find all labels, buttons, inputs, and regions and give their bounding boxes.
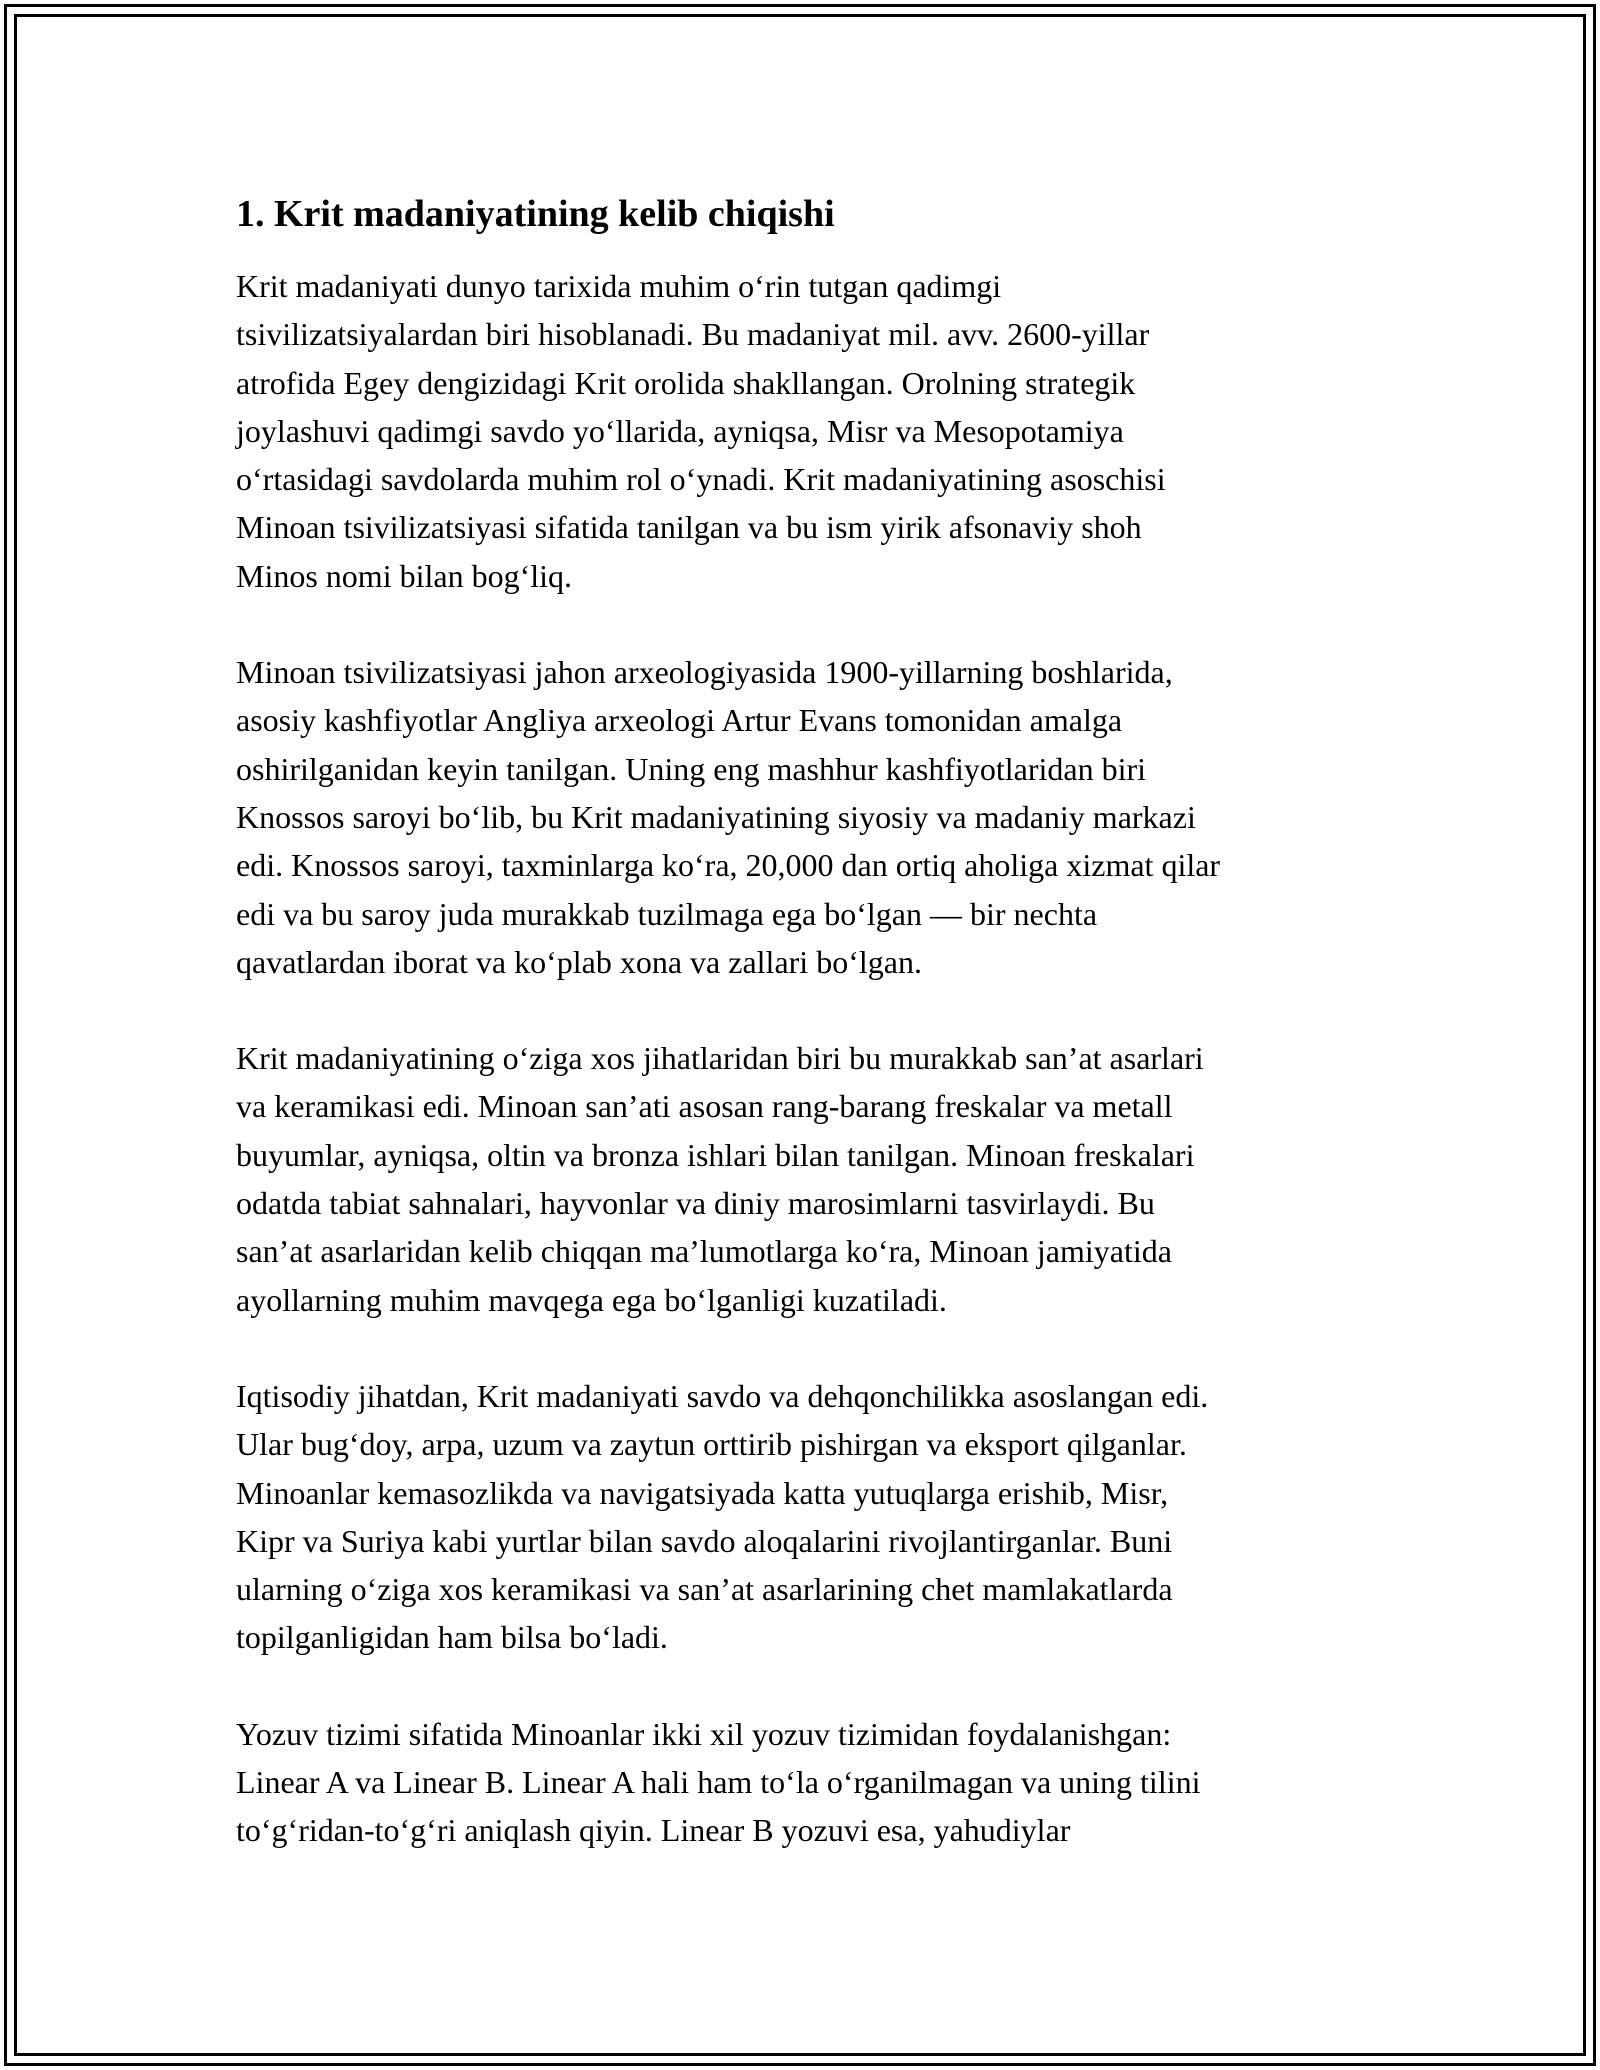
text-line: to‘g‘ridan-to‘g‘ri aniqlash qiyin. Linear B yozuvi esa, yahudiylar — [236, 1812, 1071, 1849]
text-line: qavatlardan iborat va ko‘plab xona va zallari bo‘lgan. — [236, 943, 922, 980]
text-line: Yozuv tizimi sifatida Minoanlar ikki xil yozuv tizimidan foydalanishgan: — [236, 1715, 1172, 1752]
text-line: Minoan tsivilizatsiyasi sifatida tanilgan va bu ism yirik afsonaviy shoh — [236, 509, 1142, 546]
text-line: ayollarning muhim mavqega ega bo‘lganligi kuzatiladi. — [236, 1281, 947, 1318]
text-line: odatda tabiat sahnalari, hayvonlar va diniy marosimlarni tasvirlaydi. Bu — [236, 1185, 1155, 1222]
text-line: atrofida Egey dengizidagi Krit orolida shakllangan. Orolning strategik — [236, 364, 1136, 401]
text-line: o‘rtasidagi savdolarda muhim rol o‘ynadi. Krit madaniyatining asoschisi — [236, 461, 1166, 498]
text-line: Iqtisodiy jihatdan, Krit madaniyati savdo va dehqonchilikka asoslangan edi. — [236, 1377, 1209, 1414]
text-line: oshirilganidan keyin tanilgan. Uning eng mashhur kashfiyotlaridan biri — [236, 750, 1147, 787]
text-line: Krit madaniyatining o‘ziga xos jihatlaridan biri bu murakkab san’at asarlari — [236, 1040, 1204, 1077]
text-line: Krit madaniyati dunyo tarixida muhim o‘rin tutgan qadimgi — [236, 268, 1002, 304]
paragraph-economy — [236, 1372, 1366, 1662]
text-line: asosiy kashfiyotlar Angliya arxeologi Artur Evans tomonidan amalga — [236, 702, 1123, 739]
text-line: Minos nomi bilan bog‘liq. — [236, 557, 572, 594]
text-line: joylashuvi qadimgi savdo yo‘llarida, ayniqsa, Misr va Mesopotamiya — [236, 412, 1124, 449]
section-heading: 1. Krit madaniyatining kelib chiqishi — [236, 193, 835, 235]
text-line: tsivilizatsiyalardan biri hisoblanadi. Bu madaniyat mil. avv. 2600-yillar — [236, 316, 1150, 353]
text-line: edi va bu saroy juda murakkab tuzilmaga ega bo‘lgan — bir nechta — [236, 895, 1098, 932]
text-line: Minoan tsivilizatsiyasi jahon arxeologiyasida 1900-yillarning boshlarida, — [236, 654, 1173, 691]
text-line: Knossos saroyi bo‘lib, bu Krit madaniyatining siyosiy va madaniy markazi — [236, 798, 1196, 835]
text-line: Ular bug‘doy, arpa, uzum va zaytun orttirib pishirgan va eksport qilganlar. — [236, 1426, 1187, 1463]
text-line: buyumlar, ayniqsa, oltin va bronza ishlari bilan tanilgan. Minoan freskalari — [236, 1136, 1195, 1173]
text-line: va keramikasi edi. Minoan san’ati asosan rang-barang freskalar va metall — [236, 1088, 1173, 1125]
text-line: Linear A va Linear B. Linear A hali ham to‘la o‘rganilmagan va uning tilini — [236, 1764, 1201, 1801]
text-line: ularning o‘ziga xos keramikasi va san’at asarlarining chet mamlakatlarda — [236, 1571, 1173, 1608]
document-body — [236, 188, 1366, 1903]
paragraph-writing — [236, 1710, 1366, 1855]
text-line: edi. Knossos saroyi, taxminlarga ko‘ra, 20,000 dan ortiq aholiga xizmat qilar — [236, 847, 1221, 884]
paragraph-art — [236, 1034, 1366, 1324]
text-line: san’at asarlaridan kelib chiqqan ma’lumotlarga ko‘ra, Minoan jamiyatida — [236, 1233, 1172, 1270]
text-line: Minoanlar kemasozlikda va navigatsiyada katta yutuqlarga erishib, Misr, — [236, 1474, 1169, 1511]
paragraph-discovery — [236, 648, 1366, 986]
text-line: topilganligidan ham bilsa bo‘ladi. — [236, 1619, 668, 1656]
text-line: Kipr va Suriya kabi yurtlar bilan savdo aloqalarini rivojlantirganlar. Buni — [236, 1522, 1173, 1559]
paragraph-origin — [236, 262, 1366, 600]
